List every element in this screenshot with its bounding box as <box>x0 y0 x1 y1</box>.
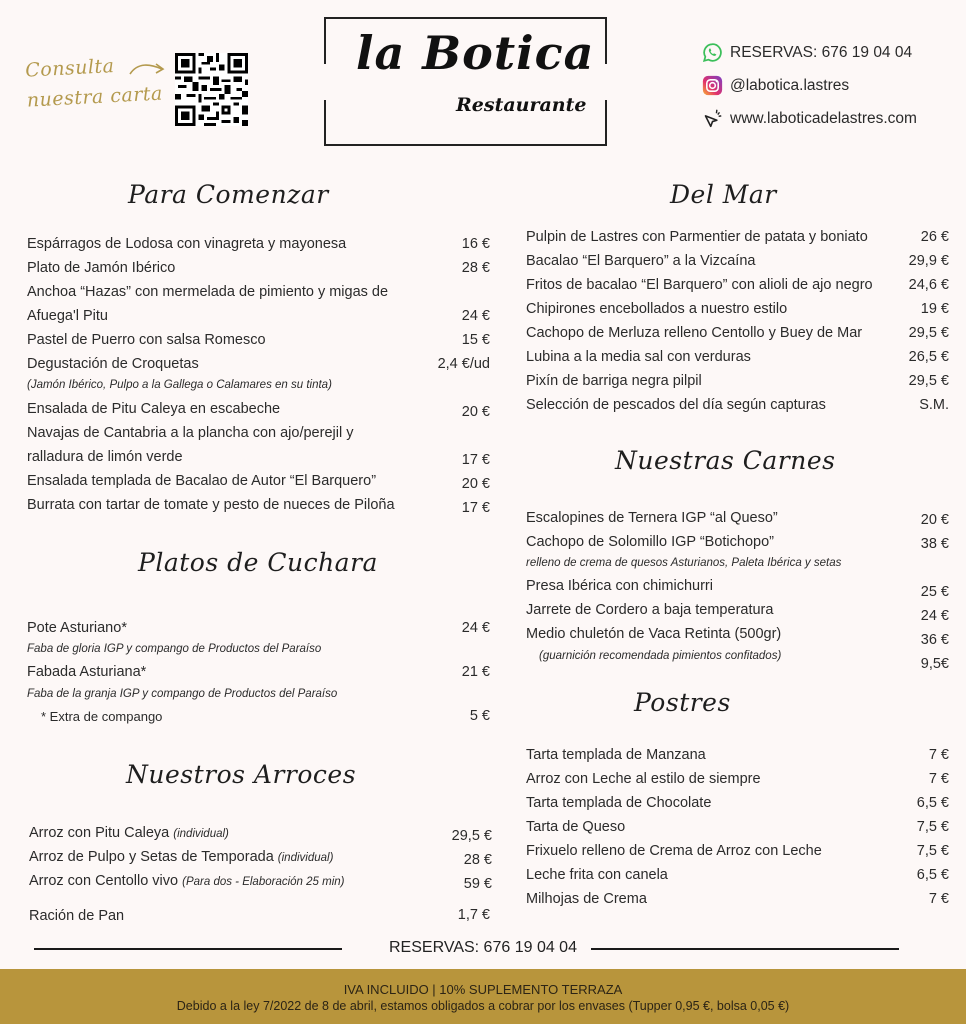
menu-item: Bacalao “El Barquero” a la Vizcaína <box>526 253 756 269</box>
menu-item-price: 29,5 € <box>451 828 492 844</box>
menu-item: Tarta de Queso <box>526 819 626 835</box>
menu-item-price: 25 € <box>920 584 949 600</box>
arrow-right-icon <box>128 58 168 80</box>
menu-item: * Extra de compango <box>41 709 163 724</box>
menu-item: Pastel de Puerro con salsa Romesco <box>27 332 266 348</box>
menu-item: Jarrete de Cordero a baja temperatura <box>526 602 774 618</box>
menu-item: Presa Ibérica con chimichurri <box>526 578 713 594</box>
contact-instagram[interactable] <box>702 75 849 96</box>
logo-subtitle: Restaurante <box>456 94 587 116</box>
menu-item: Lubina a la media sal con verduras <box>526 349 751 365</box>
menu-item: Ensalada templada de Bacalao de Autor “El Barquero” <box>27 473 377 489</box>
menu-item-price: 20 € <box>461 404 490 420</box>
menu-item-price: 7 € <box>928 891 949 907</box>
menu-item-price: 7,5 € <box>916 819 949 835</box>
menu-item: Degustación de Croquetas <box>27 356 199 372</box>
menu-item-price: 6,5 € <box>916 795 949 811</box>
menu-item: Fabada Asturiana* <box>27 664 147 680</box>
menu-item: Escalopines de Ternera IGP “al Queso” <box>526 510 778 526</box>
menu-item-price: 24,6 € <box>908 277 949 293</box>
menu-item-price: 7,5 € <box>916 843 949 859</box>
menu-item-price: 20 € <box>920 512 949 528</box>
menu-item-price: 21 € <box>461 664 490 680</box>
menu-item-detail: (individual) <box>277 852 334 864</box>
contact-reservas[interactable] <box>702 42 912 63</box>
menu-item-price: 7 € <box>928 771 949 787</box>
menu-item-price: 17 € <box>461 500 490 516</box>
menu-item <box>29 825 229 841</box>
menu-item-detail: (individual) <box>173 828 229 840</box>
menu-item-note: Faba de la granja IGP y compango de Productos del Paraíso <box>27 688 338 700</box>
website-link: www.laboticadelastres.com <box>730 109 917 127</box>
footer-band <box>0 969 966 1024</box>
contact-website[interactable] <box>702 108 917 129</box>
menu-item: Pixín de barriga negra pilpil <box>526 373 702 389</box>
menu-item-price: 38 € <box>920 536 949 552</box>
menu-item-price: 28 € <box>463 852 492 868</box>
menu-item-note: (Jamón Ibérico, Pulpo a la Gallega o Calamares en su tinta) <box>27 379 332 391</box>
menu-item: Medio chuletón de Vaca Retinta (500gr) <box>526 626 782 642</box>
menu-item: Arroz con Leche al estilo de siempre <box>526 771 761 787</box>
menu-item-price: 29,5 € <box>908 373 949 389</box>
menu-item-note: Faba de gloria IGP y compango de Productos del Paraíso <box>27 643 322 655</box>
menu-item: Tarta templada de Manzana <box>526 747 706 763</box>
menu-item: Navajas de Cantabria a la plancha con ajo/perejil y <box>27 425 354 441</box>
menu-item-price: 19 € <box>920 301 949 317</box>
click-pointer-icon <box>702 108 723 129</box>
menu-item: Cachopo de Solomillo IGP “Botichopo” <box>526 534 774 550</box>
menu-item: Anchoa “Hazas” con mermelada de pimiento y migas de <box>27 284 389 300</box>
section-title-platos-cuchara: Platos de Cuchara <box>138 548 378 577</box>
menu-item-detail: (Para dos - Elaboración 25 min) <box>182 876 345 888</box>
menu-item-price: 24 € <box>461 620 490 636</box>
menu-item-price: 59 € <box>463 876 492 892</box>
menu-item-cont: Afuega'l Pitu <box>27 308 108 324</box>
menu-item-price: 2,4 €/ud <box>437 356 490 372</box>
logo-title: la Botica <box>356 26 595 80</box>
menu-item-cont: ralladura de limón verde <box>27 449 183 465</box>
menu-item-price: 16 € <box>461 236 490 252</box>
menu-item: Tarta templada de Chocolate <box>526 795 712 811</box>
menu-item: Pulpin de Lastres con Parmentier de patata y boniato <box>526 229 868 245</box>
menu-item-note: (guarnición recomendada pimientos confitados) <box>539 650 782 662</box>
menu-item-name: Arroz con Centollo vivo <box>29 873 179 889</box>
menu-item-price: 24 € <box>461 308 490 324</box>
menu-item-price: 26,5 € <box>908 349 949 365</box>
footer-legal: Debido a la ley 7/2022 de 8 de abril, estamos obligados a cobrar por los envases (Tupper 0,95 €, bolsa 0,05 €) <box>176 999 790 1013</box>
reservas-text: RESERVAS: 676 19 04 04 <box>730 43 913 61</box>
menu-item-price: 7 € <box>928 747 949 763</box>
menu-item-price: 9,5€ <box>920 656 949 672</box>
menu-item <box>29 873 344 889</box>
menu-item: Frixuelo relleno de Crema de Arroz con Leche <box>526 843 822 859</box>
menu-item: Selección de pescados del día según capturas <box>526 397 826 413</box>
menu-item-name: Arroz de Pulpo y Setas de Temporada <box>29 849 274 865</box>
menu-item-price: S.M. <box>919 397 949 413</box>
section-title-carnes: Nuestras Carnes <box>615 446 836 475</box>
menu-item: Milhojas de Crema <box>526 891 647 907</box>
menu-item: Pote Asturiano* <box>27 620 127 636</box>
whatsapp-icon <box>702 42 723 63</box>
section-title-del-mar: Del Mar <box>670 180 777 209</box>
menu-item: Ensalada de Pitu Caleya en escabeche <box>27 401 281 417</box>
footer-iva: IVA INCLUIDO | 10% SUPLEMENTO TERRAZA <box>343 982 623 997</box>
instagram-icon <box>702 75 723 96</box>
reservas-footer: RESERVAS: 676 19 04 04 <box>389 939 577 956</box>
menu-item-price: 5 € <box>469 708 490 724</box>
menu-item: Cachopo de Merluza relleno Centollo y Buey de Mar <box>526 325 863 341</box>
menu-item-price: 20 € <box>461 476 490 492</box>
menu-item-price: 15 € <box>461 332 490 348</box>
menu-item <box>29 849 333 865</box>
consulta-line1: Consulta <box>24 55 116 82</box>
qr-code[interactable] <box>175 53 248 126</box>
menu-item: Fritos de bacalao “El Barquero” con alioli de ajo negro <box>526 277 873 293</box>
menu-item: Espárragos de Lodosa con vinagreta y mayonesa <box>27 236 347 252</box>
menu-item-price: 26 € <box>920 229 949 245</box>
menu-item-price: 29,5 € <box>908 325 949 341</box>
instagram-handle: @labotica.lastres <box>730 76 850 94</box>
menu-item-price: 28 € <box>461 260 490 276</box>
menu-item: Burrata con tartar de tomate y pesto de nueces de Piloña <box>27 497 395 513</box>
consulta-line2: nuestra carta <box>26 82 164 112</box>
menu-item-price: 24 € <box>920 608 949 624</box>
menu-item-price: 29,9 € <box>908 253 949 269</box>
menu-item-price: 17 € <box>461 452 490 468</box>
menu-item-note: relleno de crema de quesos Asturianos, Paleta Ibérica y setas <box>526 557 842 569</box>
menu-item-price: 36 € <box>920 632 949 648</box>
menu-item-name: Arroz con Pitu Caleya <box>29 825 170 841</box>
menu-item-price: 6,5 € <box>916 867 949 883</box>
menu-item: Chipirones encebollados a nuestro estilo <box>526 301 788 317</box>
section-title-arroces: Nuestros Arroces <box>126 760 357 789</box>
section-title-para-comenzar: Para Comenzar <box>128 180 329 209</box>
section-title-postres: Postres <box>634 688 731 717</box>
menu-item-price: 1,7 € <box>457 907 490 923</box>
menu-item: Plato de Jamón Ibérico <box>27 260 176 276</box>
menu-item: Leche frita con canela <box>526 867 668 883</box>
menu-item: Ración de Pan <box>29 908 125 924</box>
